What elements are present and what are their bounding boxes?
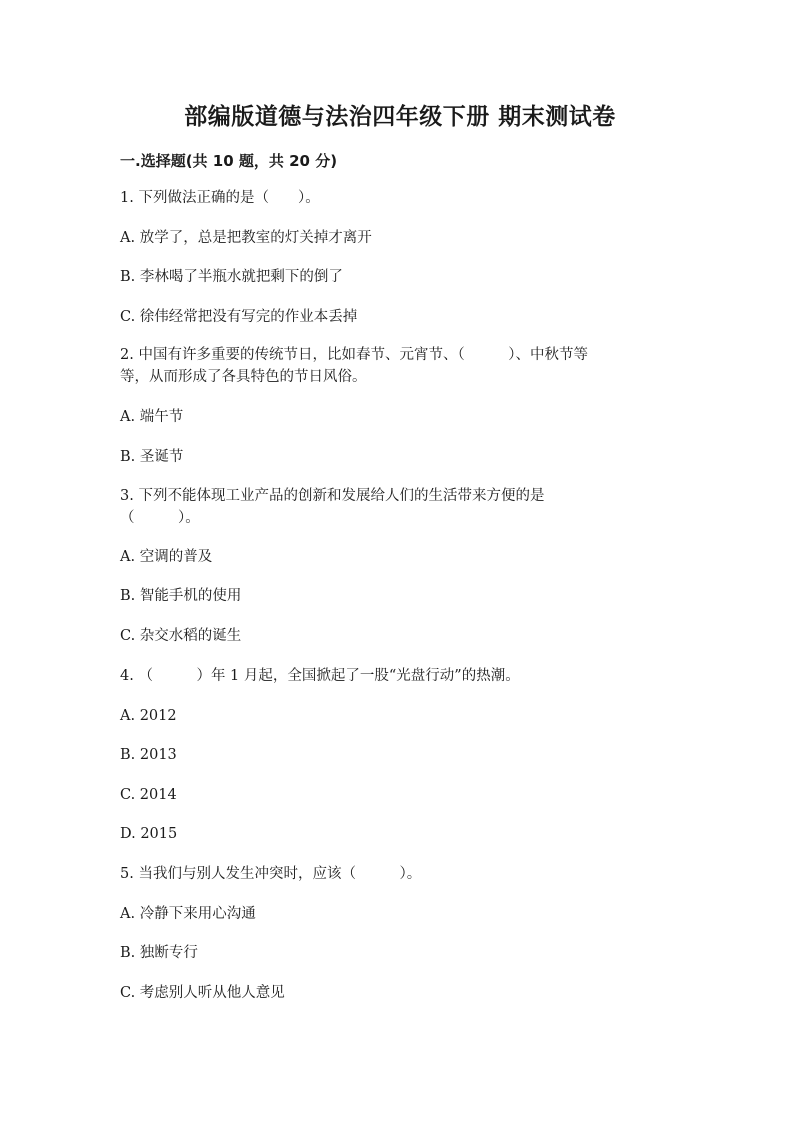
question-3-option-b: B. 智能手机的使用 bbox=[120, 588, 242, 604]
question-4-stem: 4. （ ）年 1 月起，全国掀起了一股“光盘行动”的热潮。 bbox=[120, 668, 520, 684]
question-4-option-c: C. 2014 bbox=[120, 787, 177, 803]
question-3-option-c: C. 杂交水稻的诞生 bbox=[120, 628, 242, 644]
question-1-stem: 1. 下列做法正确的是（ ）。 bbox=[120, 190, 320, 206]
question-5-option-b: B. 独断专行 bbox=[120, 945, 198, 961]
question-5-stem: 5. 当我们与别人发生冲突时，应该（ ）。 bbox=[120, 866, 422, 882]
section-heading: 一.选择题(共 10 题，共 20 分) bbox=[120, 152, 338, 170]
question-1-option-c: C. 徐伟经常把没有写完的作业本丢掉 bbox=[120, 309, 358, 325]
page-title: 部编版道德与法治四年级下册 期末测试卷 bbox=[184, 104, 616, 130]
question-4-option-b: B. 2013 bbox=[120, 747, 177, 763]
question-1-option-a: A. 放学了，总是把教室的灯关掉才离开 bbox=[120, 230, 372, 246]
question-2-stem bbox=[120, 344, 680, 388]
question-2-stem-line-2: 等，从而形成了各具特色的节日风俗。 bbox=[120, 369, 367, 385]
question-4-option-d: D. 2015 bbox=[120, 826, 178, 842]
question-1-option-b: B. 李林喝了半瓶水就把剩下的倒了 bbox=[120, 269, 343, 285]
question-3-stem-line-1: 3. 下列不能体现工业产品的创新和发展给人们的生活带来方便的是 bbox=[120, 488, 545, 504]
question-2-stem-line-1: 2. 中国有许多重要的传统节日，比如春节、元宵节、（ ）、中秋节等 bbox=[120, 347, 588, 363]
question-2-option-b: B. 圣诞节 bbox=[120, 449, 184, 465]
question-5-option-a: A. 冷静下来用心沟通 bbox=[120, 906, 256, 922]
question-4-option-a: A. 2012 bbox=[120, 708, 177, 724]
question-3-option-a: A. 空调的普及 bbox=[120, 549, 213, 565]
question-5-option-c: C. 考虑别人听从他人意见 bbox=[120, 985, 285, 1001]
question-3-stem bbox=[120, 485, 680, 529]
question-3-stem-line-2: （ ）。 bbox=[120, 510, 200, 526]
question-2-option-a: A. 端午节 bbox=[120, 409, 184, 425]
